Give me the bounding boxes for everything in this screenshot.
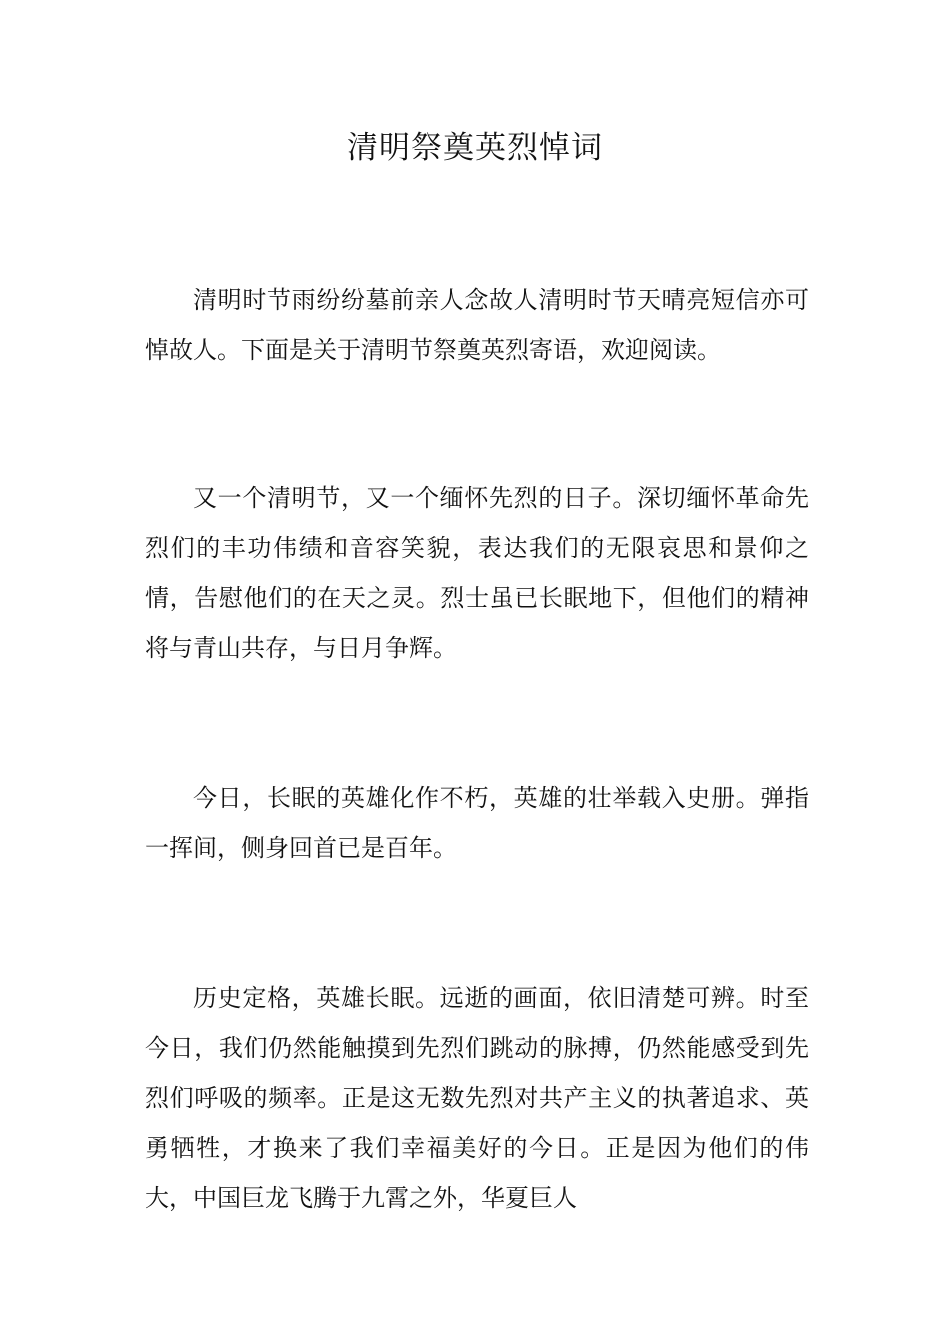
paragraph-heroes-today: 今日，长眠的英雄化作不朽，英雄的壮举载入史册。弹指一挥间，侧身回首已是百年。 [145, 784, 809, 862]
paragraph-remembrance: 又一个清明节，又一个缅怀先烈的日子。深切缅怀革命先烈们的丰功伟绩和音容笑貌，表达我们的无限哀思和景仰之情，告慰他们的在天之灵。烈士虽已长眠地下，但他们的精神将与青山共存，与日月争辉。 [145, 484, 809, 662]
paragraph-intro: 清明时节雨纷纷墓前亲人念故人清明时节天晴亮短信亦可悼故人。下面是关于清明节祭奠英烈寄语，欢迎阅读。 [145, 286, 809, 364]
paragraph-history: 历史定格，英雄长眠。远逝的画面，依旧清楚可辨。时至今日，我们仍然能触摸到先烈们跳动的脉搏，仍然能感受到先烈们呼吸的频率。正是这无数先烈对共产主义的执著追求、英勇牺牲，才换来了我们幸福美好的今日。正是因为他们的伟大，中国巨龙飞腾于九霄之外，华夏巨人 [145, 984, 809, 1212]
document-title: 清明祭奠英烈悼词 [347, 130, 603, 166]
